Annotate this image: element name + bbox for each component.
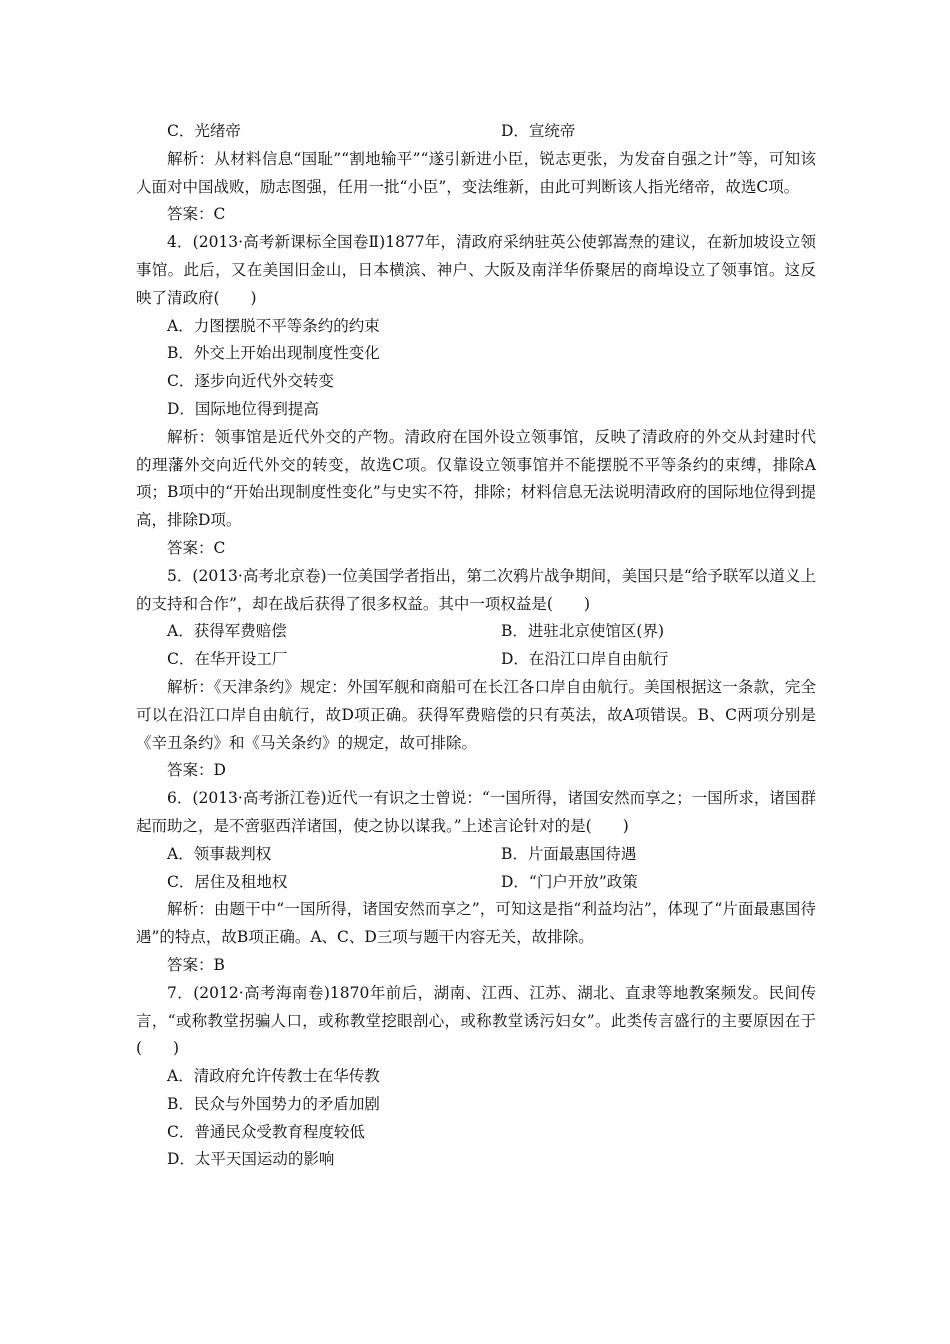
q6-option-a: A．领事裁判权 (167, 844, 272, 863)
q4-option-a: A．力图摆脱不平等条约的约束 (167, 316, 380, 335)
q5-option-b: B．进驻北京使馆区(界) (501, 622, 664, 641)
q6-options-ab (136, 841, 816, 869)
q3-option-c: C．光绪帝 (167, 122, 241, 140)
q5-option-c: C．在华开设工厂 (167, 650, 288, 669)
q7-option-c: C．普通民众受教育程度较低 (167, 1122, 365, 1141)
q6-option-c: C．居住及租地权 (167, 872, 288, 891)
q7-option-a: A．清政府允许传教士在华传教 (167, 1067, 380, 1086)
q4-answer: 答案：C (167, 538, 226, 557)
question-content (136, 118, 816, 1174)
q6-answer: 答案：B (167, 955, 225, 974)
q3-answer: 答案：C (167, 205, 226, 224)
q3-analysis: 解析：从材料信息“国耻”“割地输平”“遂引新进小臣，锐志更张，为发奋自强之计”等，可知该人面对中国战败，励志图强，任用一批“小臣”，变法维新，由此可判断该人指光绪帝，故选C项。 (136, 149, 816, 196)
q6-stem: 6．(2013·高考浙江卷)近代一有识之士曾说：“一国所得，诸国安然而享之；一国所求，诸国群起而助之，是不啻驱西洋诸国，使之协以谋我。”上述言论针对的是( ) (136, 789, 816, 835)
q7-option-b: B．民众与外国势力的矛盾加剧 (167, 1094, 380, 1113)
q6-option-d: D．“门户开放”政策 (501, 872, 638, 891)
q3-option-d: D．宣统帝 (501, 122, 576, 140)
q4-analysis: 解析：领事馆是近代外交的产物。清政府在国外设立领事馆，反映了清政府的外交从封建时代的理藩外交向近代外交的转变，故选C项。仅靠设立领事馆并不能摆脱不平等条约的束缚，排除A项；B项中的“开始出现制度性变化”与史实不符，排除；材料信息无法说明清政府的国际地位得到提高，排除D项。 (136, 427, 816, 530)
q6-option-b: B．片面最惠国待遇 (501, 844, 637, 863)
q6-analysis: 解析：由题干中“一国所得，诸国安然而享之”，可知这是指“利益均沾”，体现了“片面最惠国待遇”的特点，故B项正确。A、C、D三项与题干内容无关，故排除。 (136, 900, 816, 947)
q5-option-d: D．在沿江口岸自由航行 (501, 650, 669, 669)
q5-answer: 答案：D (167, 761, 226, 780)
q5-options-cd (136, 646, 816, 674)
q4-option-b: B．外交上开始出现制度性变化 (167, 344, 380, 363)
q5-stem: 5．(2013·高考北京卷)一位美国学者指出，第二次鸦片战争期间，美国只是“给予联军以道义上的支持和合作”，却在战后获得了很多权益。其中一项权益是( ) (136, 566, 816, 613)
q5-options-ab (136, 618, 816, 646)
q5-option-a: A．获得军费赔偿 (167, 622, 287, 641)
q6-options-cd (136, 869, 816, 897)
q3-options-cd (136, 118, 816, 146)
q4-stem: 4．(2013·高考新课标全国卷Ⅱ)1877年，清政府采纳驻英公使郭嵩焘的建议，在新加坡设立领事馆。此后，又在美国旧金山，日本横滨、神户、大阪及南洋华侨聚居的商埠设立了领事馆。这反映了清政府( ) (136, 233, 816, 307)
q7-stem: 7．(2012·高考海南卷)1870年前后，湖南、江西、江苏、湖北、直隶等地教案频发。民间传言，“或称教堂拐骗人口，或称教堂挖眼剖心，或称教堂诱污妇女”。此类传言盛行的主要原因在于( ) (136, 983, 816, 1058)
q5-analysis: 解析：《天津条约》规定：外国军舰和商船可在长江各口岸自由航行。美国根据这一条款，完全可以在沿江口岸自由航行，故D项正确。获得军费赔偿的只有英法，故A项错误。B、C两项分别是《辛丑条约》和《马关条约》的规定，故可排除。 (136, 677, 816, 752)
q7-option-d: D．太平天国运动的影响 (167, 1150, 335, 1169)
q4-option-c: C．逐步向近代外交转变 (167, 372, 334, 391)
q4-option-d: D．国际地位得到提高 (167, 399, 319, 418)
